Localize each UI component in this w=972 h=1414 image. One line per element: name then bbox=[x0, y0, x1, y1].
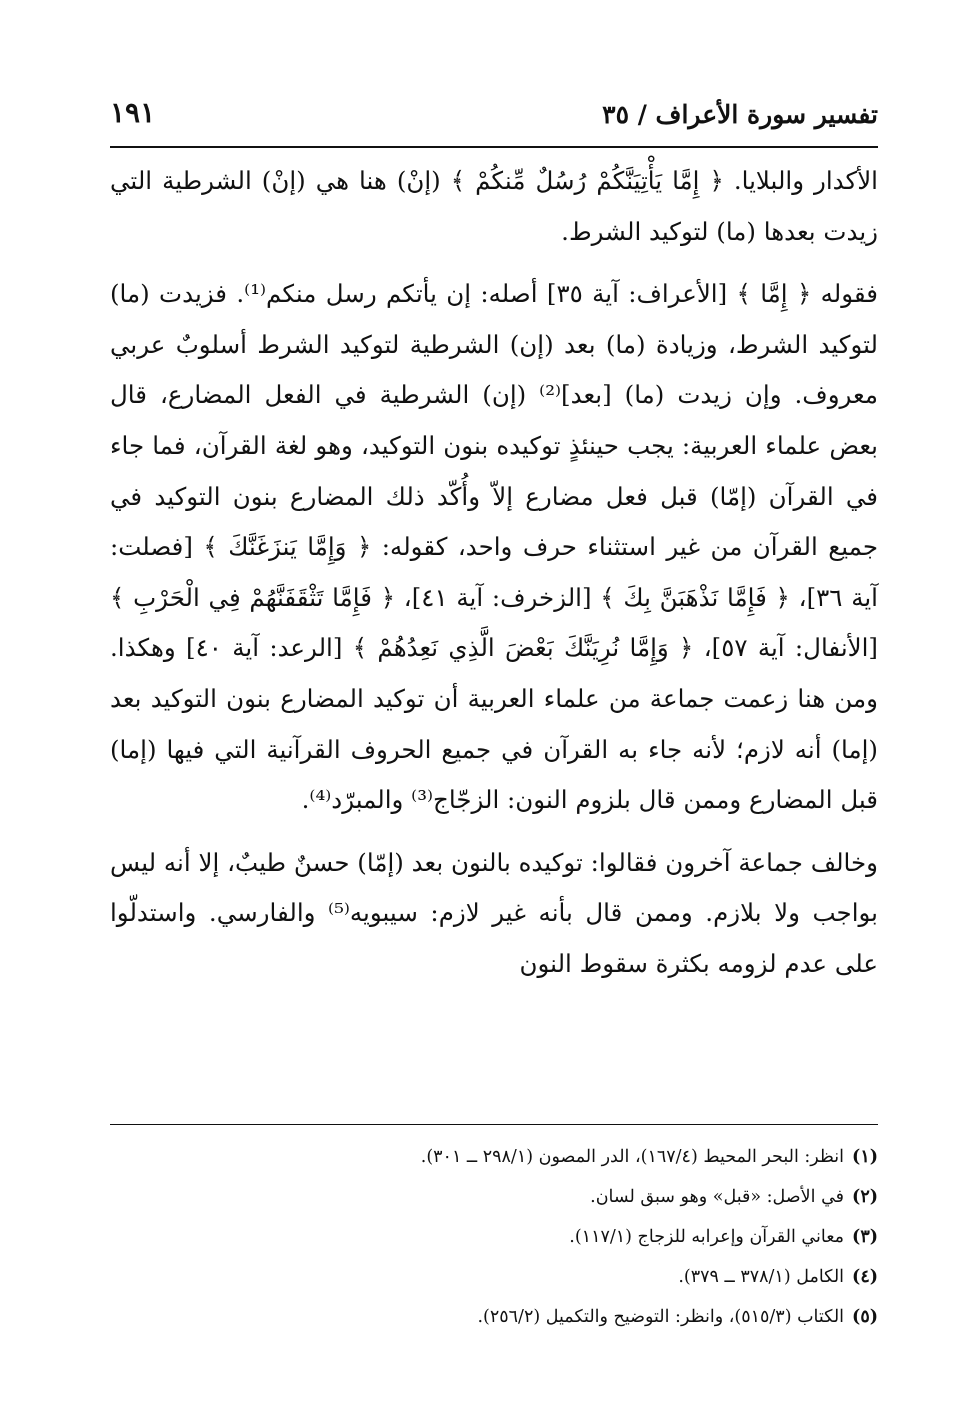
footnote bbox=[110, 1257, 878, 1297]
footnote-number: (١) bbox=[852, 1147, 878, 1167]
footnote bbox=[110, 1137, 878, 1177]
footnote-text: الكامل (٣٧٨/١ ــ ٣٧٩). bbox=[678, 1267, 845, 1287]
footnote-number: (٢) bbox=[852, 1187, 878, 1207]
footnote bbox=[110, 1177, 878, 1217]
body-text bbox=[110, 156, 878, 990]
footnote bbox=[110, 1217, 878, 1257]
page-header bbox=[110, 96, 878, 148]
footnote-number: (٤) bbox=[852, 1267, 878, 1287]
paragraph: فقوله ﴿ إِمَّا ﴾ [الأعراف: آية ٣٥] أصله: إن يأتكم رسل منكم⁽¹⁾. فزيدت (ما) لتوكيد الشرط، وزيادة (ما) بعد (إن) الشرطية لتوكيد الشرط أسلوبٌ عربي معروف. وإن زيدت (ما) [بعد]⁽²⁾ (إن) الشرطية في الفعل المضارع، قال بعض علماء العربية: يجب حينئذٍ توكيده بنون التوكيد، وهو لغة القرآن، فما جاء في القرآن (إمّا) قبل فعل مضارع إلاّ وأُكّد ذلك المضارع بنون التوكيد في جميع القرآن من غير استثناء حرف واحد، كقوله: ﴿ وَإِمَّا يَنزَغَنَّكَ ﴾ [فصلت: آية ٣٦]، ﴿ فَإِمَّا نَذْهَبَنَّ بِكَ ﴾ [الزخرف: آية ٤١]، ﴿ فَإِمَّا تَثْقَفَنَّهُمْ فِي الْحَرْبِ ﴾ [الأنفال: آية ٥٧]، ﴿ وَإِمَّا نُرِيَنَّكَ بَعْضَ الَّذِي نَعِدُهُمْ ﴾ [الرعد: آية ٤٠] وهكذا. ومن هنا زعمت جماعة من علماء العربية أن توكيد المضارع بنون التوكيد بعد (إما) أنه لازم؛ لأنه جاء به القرآن في جميع الحروف القرآنية التي فيها (إما) قبل المضارع وممن قال بلزوم النون: الزجّاج⁽³⁾ والمبرّد⁽⁴⁾. bbox=[110, 279, 879, 815]
running-title: تفسير سورة الأعراف / ٣٥ bbox=[602, 100, 878, 129]
footnote-text: معاني القرآن وإعرابه للزجاج (١١٧/١). bbox=[569, 1227, 845, 1247]
footnote-text: في الأصل: «قبل» وهو سبق لسان. bbox=[590, 1187, 845, 1207]
footnote-number: (٣) bbox=[852, 1227, 878, 1247]
paragraph: وخالف جماعة آخرون فقالوا: توكيده بالنون بعد (إمّا) حسنٌ طيبٌ، إلا أنه ليس بواجب ولا بلازم. وممن قال بأنه غير لازم: سيبويه⁽⁵⁾ والفارسي. واستدلّوا على عدم لزومه بكثرة سقوط النون bbox=[110, 847, 878, 978]
footnote bbox=[110, 1297, 878, 1337]
paragraph: الأكدار والبلايا. ﴿ إِمَّا يَأْتِيَنَّكُمْ رُسُلٌ مِّنكُمْ ﴾ (إنْ) هنا هي (إنْ) الشرطية التي زيدت بعدها (ما) لتوكيد الشرط. bbox=[110, 166, 878, 246]
footnote-text: الكتاب (٥١٥/٣)، وانظر: التوضيح والتكميل (٢٥٦/٢). bbox=[477, 1307, 845, 1327]
footnote-text: انظر: البحر المحيط (١٦٧/٤)، الدر المصون (٢٩٨/١ ــ ٣٠١). bbox=[420, 1147, 845, 1167]
page-number: ١٩١ bbox=[110, 96, 156, 129]
footnote-number: (٥) bbox=[852, 1307, 878, 1327]
book-page bbox=[110, 96, 878, 1366]
footnotes bbox=[110, 1124, 878, 1337]
